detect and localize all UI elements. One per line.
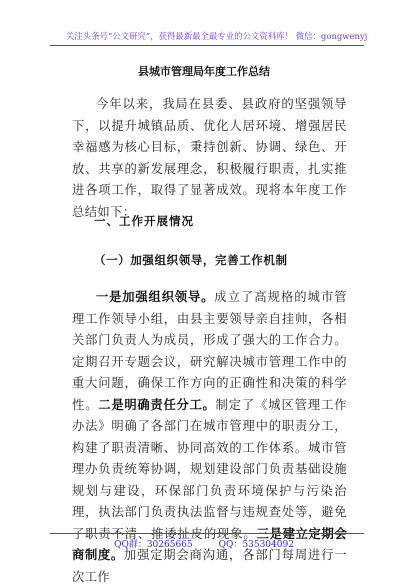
intro-paragraph: 今年以来，我局在县委、县政府的坚强领导下，以提升城镇品质、优化人居环境、增强居民幸福感为核心目标，秉持创新、协调、绿色、开放、共享的新发展理念，积极履行职责，扎实推进各项工作，取得了显著成效。现将本年度工作总结如下：: [72, 97, 347, 219]
header-banner: 关注头条号“公文研究”，获得最新最全最专业的公文资料库！ 微信：gongwenyj: [66, 31, 368, 41]
footer-qq: QQ：535304092: [218, 540, 294, 550]
section-heading: 一、工作开展情况: [94, 214, 194, 228]
header-divider: [50, 45, 364, 46]
document-title: 县城市管理局年度工作总结: [138, 65, 270, 78]
body-text-3: 加强定期会商沟通，各部门每周进行一次工作: [72, 548, 347, 584]
lead-sentence-2: 二是明确责任分工。: [98, 397, 216, 412]
footer-divider: [50, 533, 364, 534]
body-text-1: 成立了高规格的城市管理工作领导小组，由县主要领导亲自挂帅，各相关部门负责人为成员，形成了强大的工作合力。定期召开专题会议，研究解决城市管理工作中的重大问题，确保工作方向的正确性和决策的科学性。: [72, 290, 347, 412]
subsection-heading: （一）加强组织领导，完善工作机制: [94, 253, 288, 267]
body-text-2: 制定了《城区管理工作办法》明确了各部门在城市管理中的职责分工，构建了职责清晰、协同高效的工作体系。城市管理办负责统筹协调，规划建设部门负责基础设施规划与建设，环保部门负责环境保护与污染治理，执法部门负责执法监督与违规查处等，避免了职责不清、推诿扯皮的现象。: [72, 397, 347, 541]
footer-qq-group: QQ群：30265665: [114, 540, 193, 550]
lead-sentence-3: 三是建立定期会商制度。: [72, 526, 347, 562]
lead-sentence-1: 一是加强组织领导。: [96, 290, 215, 304]
footer-contact: [0, 537, 408, 550]
